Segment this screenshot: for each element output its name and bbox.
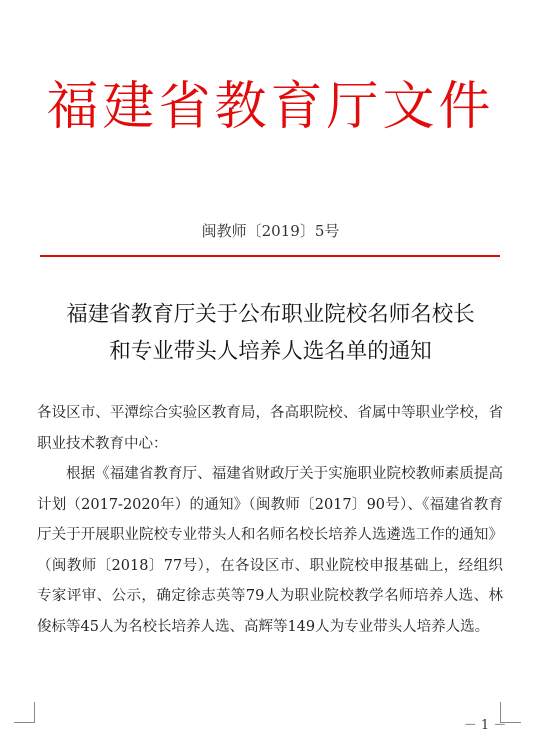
notice-body bbox=[37, 398, 503, 642]
document-number: 闽教师〔2019〕5号 bbox=[201, 222, 340, 240]
notice-title-line-2: 和专业带头人培养人选名单的通知 bbox=[109, 339, 432, 364]
red-divider-line bbox=[40, 255, 500, 257]
salutation: 各设区市、平潭综合实验区教育局，各高职院校、省属中等职业学校，省职业技术教育中心： bbox=[37, 405, 503, 452]
page-number: － 1 － bbox=[463, 718, 507, 733]
document-header-title: 福建省教育厅文件 bbox=[46, 77, 495, 137]
notice-title bbox=[20, 296, 521, 370]
body-paragraph-1: 根据《福建省教育厅、福建省财政厅关于实施职业院校教师素质提高计划（2017-2020年）的通知》（闽教师〔2017〕90号）、《福建省教育厅关于开展职业院校专业带头人和名师名校长培养人选遴选工作的通知》（闽教师〔2018〕77号），在各设区市、职业院校申报基础上，经组织专家评审、公示，确定徐志英等79人为职业院校教学名师培养人选、林俊标等45人为名校长培养人选、高辉等149人为专业带头人培养人选。 bbox=[37, 466, 503, 635]
crop-mark-bottom-left bbox=[14, 702, 35, 723]
notice-title-line-1: 福建省教育厅关于公布职业院校名师名校长 bbox=[66, 302, 475, 327]
